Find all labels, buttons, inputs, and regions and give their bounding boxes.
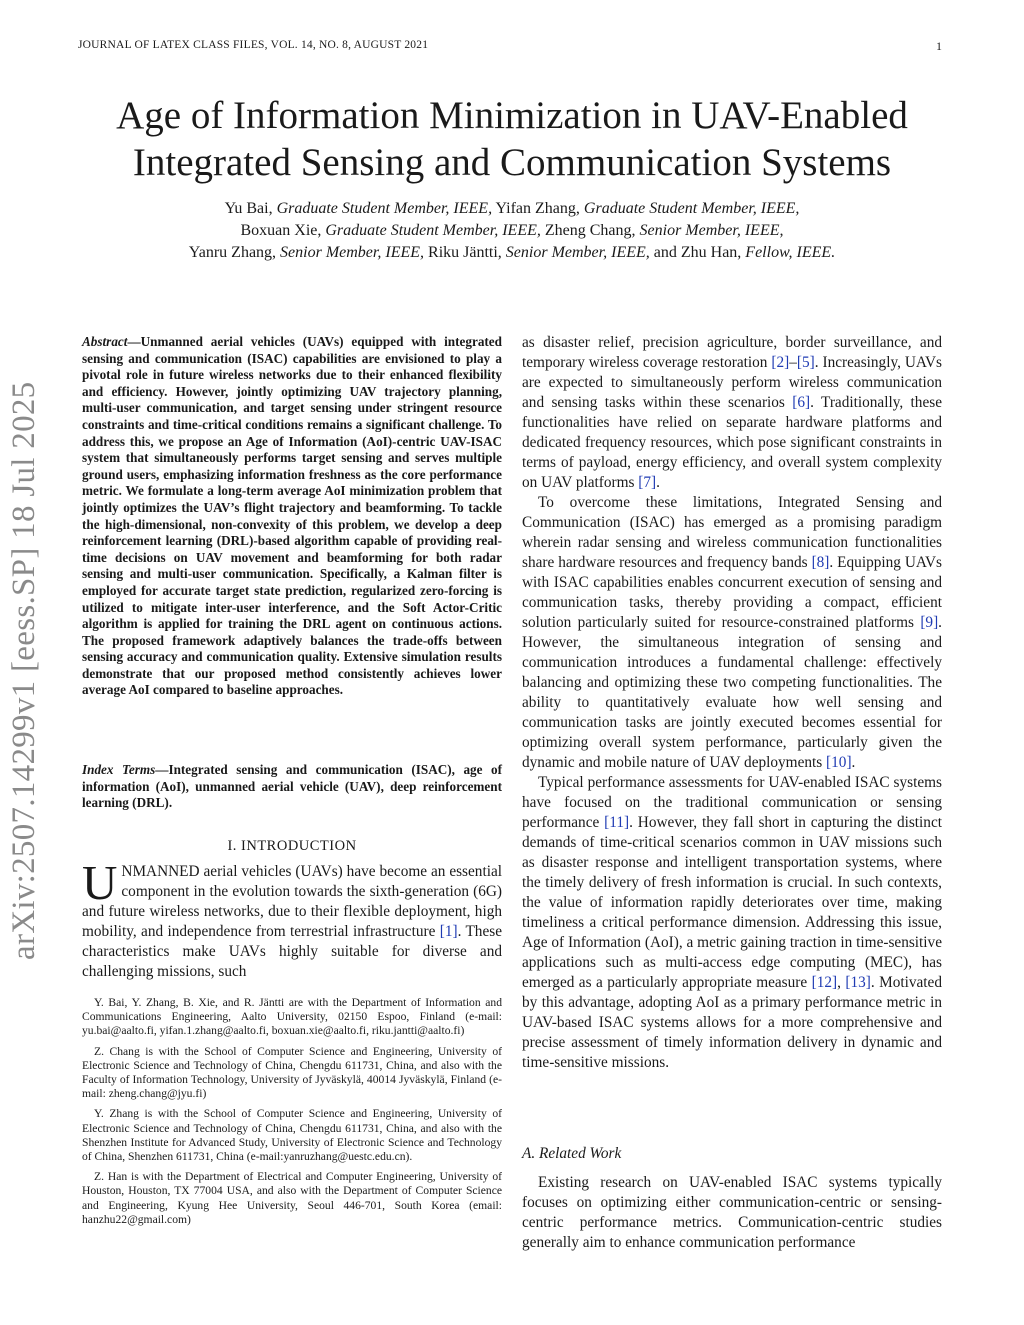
intro-paragraph bbox=[82, 855, 502, 982]
intro-smallcaps: NMANNED bbox=[121, 863, 200, 880]
abstract-text: —Unmanned aerial vehicles (UAVs) equipped with integrated sensing and communication (ISAC) capabilities are envisioned to play a pivotal role in future wireless networks due to their enhanced flexibility and efficiency. However, jointly optimizing UAV trajectory planning, multi-user communication, and target sensing under stringent resource constraints and time-critical conditions remains a significant challenge. To address this, we propose an Age of Information (AoI)-centric UAV-ISAC system that simultaneously performs target sensing and serves multiple ground users, emphasizing information freshness as the core performance metric. We formulate a long-term average AoI minimization problem that jointly optimizes the UAV’s flight trajectory and beamforming. To tackle the high-dimensional, non-convexity of this problem, we develop a deep reinforcement learning (DRL)-based algorithm capable of providing real-time decisions on UAV movement and beamforming for both radar sensing and multi-user communication. Specifically, a Kalman filter is employed for accurate target state prediction, regularized zero-forcing is utilized to mitigate inter-user interference, and the Soft Actor-Critic algorithm is applied for training the DRL agent on continuous actions. The proposed framework adaptively balances the trade-offs between sensing accuracy and communication quality. Extensive simulation results demonstrate that our proposed method consistently achieves lower average AoI compared to baseline approaches. bbox=[82, 334, 502, 698]
author-role: Graduate Student Member, IEEE, bbox=[276, 200, 493, 217]
paragraph bbox=[522, 333, 942, 493]
text: . Equipping UAVs with ISAC capabilities enables concurrent execution of sensing and communication tasks, thereby providing a compact, efficient solution particularly suited for resource-constrained platforms bbox=[522, 554, 942, 631]
related-work-paragraph bbox=[522, 1173, 942, 1253]
author-role: Fellow, IEEE. bbox=[745, 244, 836, 261]
citation-link[interactable]: [13] bbox=[845, 974, 871, 991]
author-role: Graduate Student Member, IEEE, bbox=[325, 222, 541, 239]
author-role: Senior Member, IEEE, bbox=[505, 244, 650, 261]
author-role: Senior Member, IEEE, bbox=[639, 222, 784, 239]
drop-cap: U bbox=[82, 855, 118, 910]
author-name: and Zhu Han, bbox=[649, 244, 746, 261]
paper-title bbox=[60, 92, 964, 186]
subsection-title: A. Related Work bbox=[522, 1145, 622, 1162]
section-heading: I. INTRODUCTION bbox=[227, 838, 357, 854]
footnote: Y. Bai, Y. Zhang, B. Xie, and R. Jäntti are with the Department of Information and Communications Engineering, Aalto University, 02150 Espoo, Finland (e-mail: yu.bai@aalto.fi, yifan.1.zhang@aalto.fi, boxuan.xie@aalto.fi, riku.jantti@aalto.fi) bbox=[82, 996, 502, 1038]
author-role: Graduate Student Member, IEEE, bbox=[583, 200, 800, 217]
intro-text: aerial vehicles (UAVs) have become an essential component in the evolution towards the sixth-generation (6G) and future wireless networks, due to their flexible deployment, high mobility, and independence from terrestrial infrastructure bbox=[82, 863, 502, 940]
text: Typical performance assessments for UAV-enabled ISAC systems have focused on the traditional communication or sensing performance bbox=[522, 774, 942, 831]
author-name: Yu Bai, bbox=[224, 200, 277, 217]
author-line bbox=[60, 242, 964, 264]
index-terms-label: Index Terms bbox=[82, 762, 156, 777]
index-terms-text: —Integrated sensing and communication (ISAC), age of information (AoI), unmanned aerial vehicle (UAV), deep reinforcement learning (DRL). bbox=[82, 762, 502, 811]
text: . bbox=[851, 754, 856, 771]
paragraph: Existing research on UAV-enabled ISAC systems typically focuses on optimizing either communication-centric or sensing-centric performance metrics. Communication-centric studies generally aim to enhance communication performance bbox=[522, 1174, 942, 1251]
paragraph bbox=[522, 493, 942, 773]
author-name: Yifan Zhang, bbox=[492, 200, 584, 217]
author-line bbox=[60, 220, 964, 242]
subsection-heading bbox=[522, 1145, 942, 1163]
footnote: Y. Zhang is with the School of Computer Science and Engineering, University of Electronic Science and Technology of China, Chengdu 611731, China, and also with the Shenzhen Institute for Advanced Study, University of Electronic Science and Technology of China, Shenzhen 611731, China (e-mail:yanruzhang@uestc.edu.cn). bbox=[82, 1107, 502, 1164]
footnote: Z. Han is with the Department of Electrical and Computer Engineering, University of Houston, Houston, TX 77004 USA, and also with the Department of Computer Science and Engineering, Kyung Hee University, Seoul 446-701, South Korea (email: hanzhu22@gmail.com) bbox=[82, 1170, 502, 1226]
citation-link[interactable]: [5] bbox=[796, 354, 815, 371]
citation-link[interactable]: [1] bbox=[439, 923, 458, 940]
citation-link[interactable]: [12] bbox=[811, 974, 838, 991]
index-terms bbox=[82, 762, 502, 812]
author-name: Yanru Zhang, bbox=[188, 244, 281, 261]
abstract-label: Abstract bbox=[82, 334, 128, 349]
citation-link[interactable]: [2] bbox=[771, 354, 790, 371]
citation-link[interactable]: [6] bbox=[792, 394, 811, 411]
citation-link[interactable]: [10] bbox=[826, 754, 852, 771]
arxiv-stamp: arXiv:2507.14299v1 [eess.SP] 18 Jul 2025 bbox=[6, 381, 42, 960]
author-list bbox=[60, 198, 964, 264]
title-line: Integrated Sensing and Communication Systems bbox=[132, 141, 892, 184]
right-column bbox=[522, 333, 942, 1073]
text: To overcome these limitations, Integrated Sensing and Communication (ISAC) has emerged as a promising paradigm wherein radar sensing and wireless communication functionalities share hardware resources and frequency bands bbox=[522, 494, 942, 571]
footnotes bbox=[82, 996, 502, 1233]
citation-link[interactable]: [9] bbox=[920, 614, 939, 631]
intro-text: . These characteristics make UAVs highly suitable for diverse and challenging missions, such bbox=[82, 923, 502, 980]
text: . bbox=[656, 474, 660, 491]
text: . Traditionally, these functionalities have relied on separate hardware platforms and dedicated frequency resources, which pose significant constraints in terms of payload, energy efficiency, and overall system complexity on UAV platforms bbox=[522, 394, 942, 491]
text: , bbox=[837, 974, 846, 991]
text: – bbox=[789, 354, 797, 371]
page-number: 1 bbox=[936, 39, 942, 53]
text: . Increasingly, UAVs are expected to simultaneously perform wireless communication and sensing tasks within these scenarios bbox=[522, 354, 942, 411]
author-name: Riku Jäntti, bbox=[424, 244, 506, 261]
citation-link[interactable]: [11] bbox=[604, 814, 630, 831]
text: . However, they fall short in capturing the distinct demands of time-critical scenarios common in UAV missions such as disaster response and intelligent transportation systems, where the timely delivery of fresh information is crucial. In such contexts, the value of information rapidly deteriorates over time, making timeliness a critical performance dimension. Addressing this issue, Age of Information (AoI), a metric gaining traction in time-sensitive applications such as multi-access edge computing (MEC), has emerged as a particularly appropriate measure bbox=[522, 814, 942, 991]
footnote: Z. Chang is with the School of Computer Science and Engineering, University of Electronic Science and Technology of China, Chengdu 611731, China, and also with the Faculty of Information Technology, University of Jyväskylä, 40014 Jyväskylä, Finland (e-mail: zheng.chang@jyu.fi) bbox=[82, 1044, 502, 1101]
citation-link[interactable]: [7] bbox=[638, 474, 657, 491]
author-line bbox=[60, 198, 964, 220]
author-role: Senior Member, IEEE, bbox=[280, 244, 425, 261]
text: as disaster relief, precision agriculture, border surveillance, and temporary wireless coverage restoration bbox=[522, 334, 942, 371]
author-name: Boxuan Xie, bbox=[240, 222, 326, 239]
abstract bbox=[82, 334, 502, 699]
citation-link[interactable]: [8] bbox=[811, 554, 830, 571]
title-line: Age of Information Minimization in UAV-Enabled bbox=[116, 94, 908, 137]
paragraph bbox=[522, 773, 942, 1073]
text: . Motivated by this advantage, adopting AoI as a primary performance metric in UAV-based ISAC systems allows for a more comprehensive and precise assessment of timely information delivery in dynamic and time-sensitive missions. bbox=[522, 974, 942, 1071]
text: . However, the simultaneous integration of sensing and communication introduces a fundamental challenge: effectively balancing and optimizing these two competing functionalities. The ability to quantitatively evaluate how well sensing and communication tasks are jointly executed becomes essential for optimizing overall system performance, particularly given the dynamic and mobile nature of UAV deployments bbox=[522, 614, 942, 771]
running-header: JOURNAL OF LATEX CLASS FILES, VOL. 14, NO. 8, AUGUST 2021 bbox=[78, 39, 429, 51]
author-name: Zheng Chang, bbox=[540, 222, 640, 239]
